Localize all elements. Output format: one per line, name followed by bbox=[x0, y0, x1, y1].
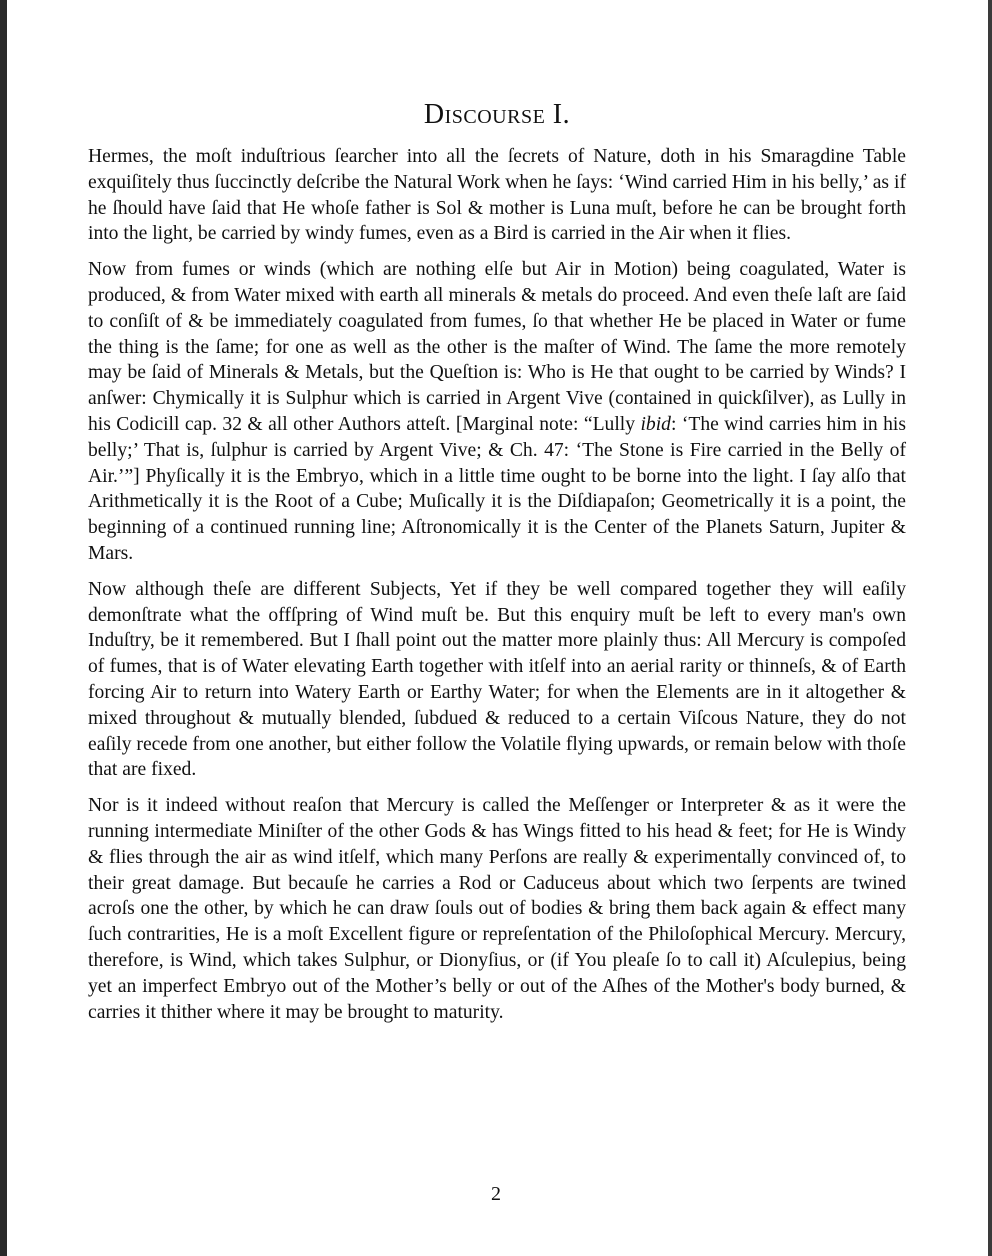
paragraph-1: Hermes, the moſt induſtrious ſearcher into all the ſecrets of Nature, doth in his Smaragdine Table exquiſitely thus ſuccinctly deſcribe the Natural Work when he ſays: ‘Wind carried Him in his belly,’ as if he ſhould have ſaid that He whoſe father is Sol & mother is Luna muſt, before he can be brought forth into the light, be carried by windy fumes, even as a Bird is carried in the Air when it flies. bbox=[88, 146, 906, 245]
paragraph-2-part-2: : ‘The wind carries him in his belly;’ That is, ſulphur is carried by Argent Vive; & Ch. 47: ‘The Stone is Fire carried in the Belly of Air.’”] Phyſically it is the Embryo, which in a little time ought to be borne into the light. I ſay alſo that Arithmetically it is the Root of a Cube; Muſically it is the Diſdiapaſon; Geometrically it is a point, the beginning of a continued running line; Aſtronomically it is the Center of the Planets Saturn, Jupiter & Mars. bbox=[88, 413, 906, 564]
page-number: 2 bbox=[491, 1183, 501, 1205]
paragraph-2-italic: ibid bbox=[640, 413, 671, 435]
page-left-border bbox=[0, 0, 7, 1256]
page-right-border bbox=[988, 0, 992, 1256]
page-title bbox=[88, 98, 906, 132]
title-text: Discourse I. bbox=[423, 99, 571, 130]
paragraph-4: Nor is it indeed without reaſon that Mercury is called the Meſſenger or Interpreter & as it were the running intermediate Miniſter of the other Gods & has Wings fitted to his head & feet; for He is Windy & flies through the air as wind itſelf, which many Perſons are really & experimentally convinced of, to their great damage. But becauſe he carries a Rod or Caduceus about which two ſerpents are twined acroſs one the other, by which he can draw ſouls out of bodies & bring them back again & effect many ſuch contrarities, He is a moſt Excellent figure or repreſentation of the Philoſophical Mercury. Mercury, therefore, is Wind, which takes Sulphur, or Dionyſius, or (if You pleaſe ſo to call it) Aſculepius, being yet an imperfect Embryo out of the Mother’s belly or out of the Aſhes of the Mother's body burned, & carries it thither where it may be brought to maturity. bbox=[88, 795, 906, 1023]
paragraph-2 bbox=[88, 257, 906, 567]
paragraph-3: Now although theſe are different Subjects, Yet if they be well compared together they will eaſily demonſtrate what the offſpring of Wind muſt be. But this enquiry muſt be left to every man's own Induſtry, be it remembered. But I ſhall point out the matter more plainly thus: All Mercury is compoſed of fumes, that is of Water elevating Earth together with itſelf into an aerial rarity or thinneſs, & of Earth forcing Air to return into Watery Earth or Earthy Water; for when the Elements are in it altogether & mixed throughout & mutually blended, ſubdued & reduced to a certain Viſcous Nature, they do not eaſily recede from one another, but either follow the Volatile flying upwards, or remain below with thoſe that are fixed. bbox=[88, 578, 906, 781]
paragraph-2-part-1: Now from fumes or winds (which are nothing elſe but Air in Motion) being coagulated, Water is produced, & from Water mixed with earth all minerals & metals do proceed. And even theſe laſt are ſaid to conſiſt of & be immediately coagulated from fumes, ſo that whether He be placed in Water or fume the thing is the ſame; for one as well as the other is the maſter of Wind. The ſame the more remotely may be ſaid of Minerals & Metals, but the Queſtion is: Who is He that ought to be carried by Winds? I anſwer: Chymically it is Sulphur which is carried in Argent Vive (contained in quickſilver), as Lully in his Codicill cap. 32 & all other Authors atteſt. [Marginal note: “Lully bbox=[88, 259, 906, 435]
document-page bbox=[88, 98, 906, 1035]
